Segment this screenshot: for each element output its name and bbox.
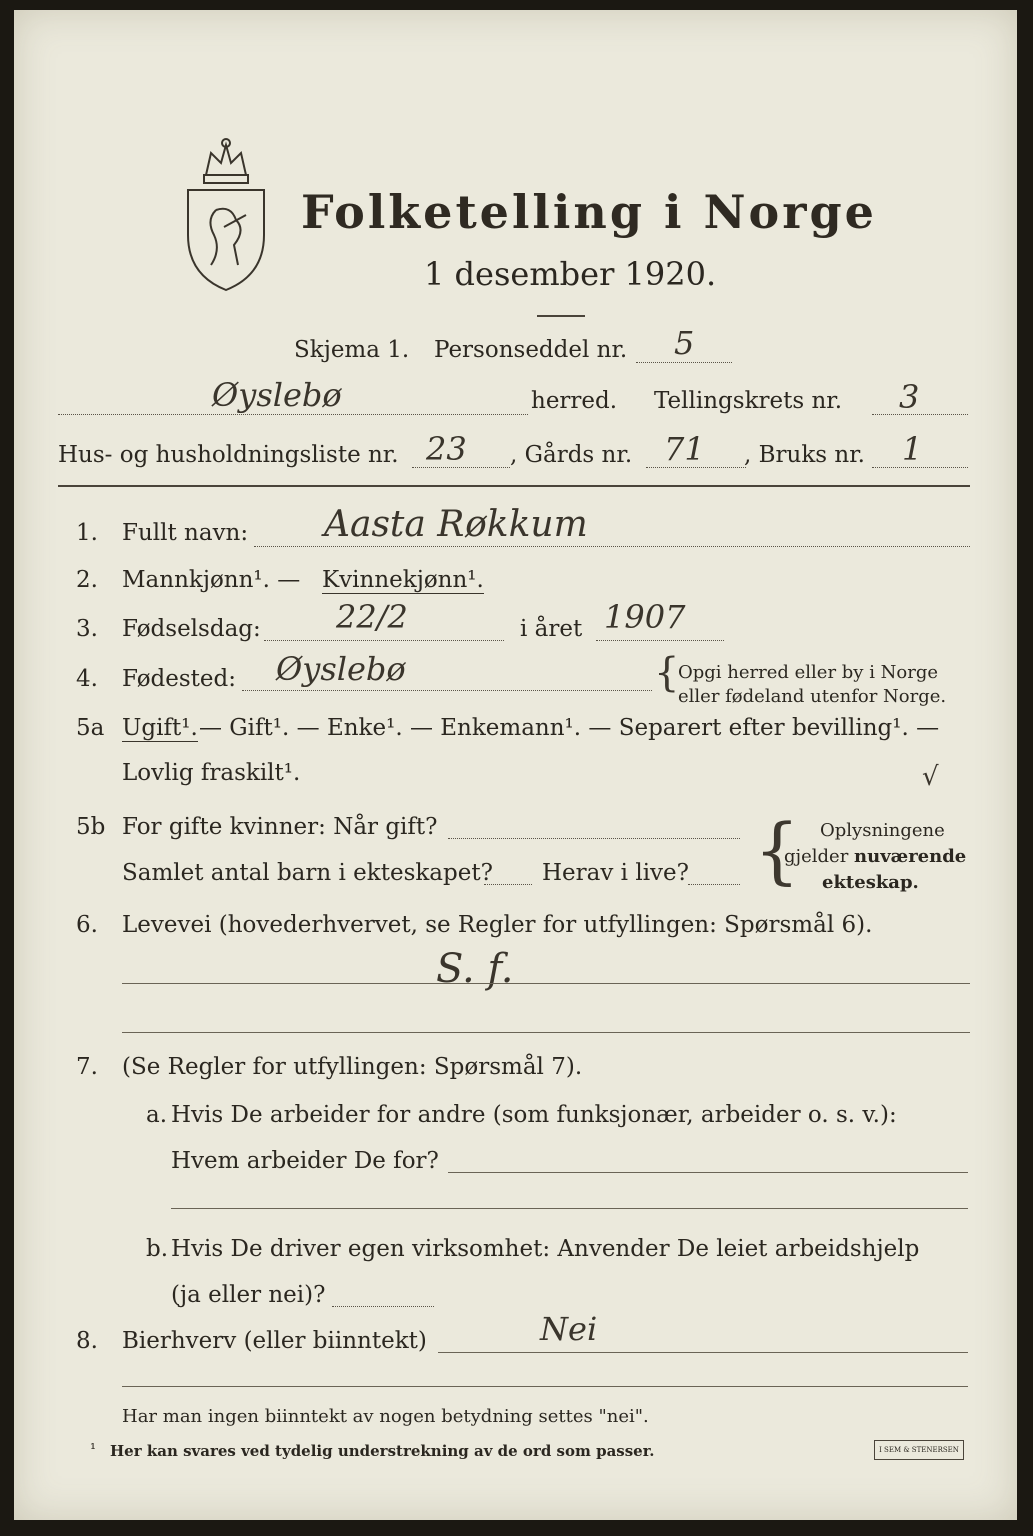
q7b-number: b. [146,1236,169,1262]
personseddel-value[interactable]: 5 [674,324,695,362]
footer-note: Har man ingen biinntekt av nogen betydning settes "nei". [122,1406,649,1427]
occupation-line-1 [122,983,970,984]
coat-of-arms-icon [176,135,276,295]
gards-value[interactable]: 71 [664,430,705,468]
hus-label: Hus- og husholdningsliste nr. [58,442,399,468]
side-income-value[interactable]: Nei [540,1310,598,1348]
year-line [596,640,724,641]
birthday-line [264,640,504,641]
q4-brace: { [654,650,680,696]
q3-label: Fødselsdag: [122,616,261,642]
employer-line-2 [171,1208,968,1209]
q5b-note-line1: Oplysningene [820,820,945,841]
birthplace-value[interactable]: Øyslebø [276,650,406,688]
q4-note-line2: eller fødeland utenfor Norge. [678,686,947,707]
printer-stamp: I SEM & STENERSEN [874,1440,964,1460]
form-title: Folketelling i Norge [301,185,877,239]
birth-year-value[interactable]: 1907 [604,598,686,636]
tellingskrets-label: Tellingskrets nr. [654,388,843,414]
q5b-number: 5b [76,814,106,840]
birthplace-line [242,690,652,691]
herred-line [58,414,528,415]
bruks-label: , Bruks nr. [744,442,865,468]
children-label: Samlet antal barn i ekteskapet? [122,860,493,886]
side-income-line-1 [438,1352,968,1353]
header-divider [58,485,970,487]
check-mark: √ [922,762,939,792]
q8-number: 8. [76,1328,98,1354]
q1-label: Fullt navn: [122,520,249,546]
occupation-value[interactable]: S. f. [436,946,514,992]
q7a-number: a. [146,1102,168,1128]
gards-label: , Gårds nr. [510,442,633,468]
marital-options[interactable]: — Gift¹. — Enke¹. — Enkemann¹. — Separert efter bevilling¹. — [199,715,940,741]
personseddel-label: Personseddel nr. [434,337,628,363]
tellingskrets-line [872,414,968,415]
male-option[interactable]: Mannkjønn¹. — [122,567,301,593]
married-date-line [448,838,740,839]
hus-value[interactable]: 23 [426,430,467,468]
footnote-text: Her kan svares ved tydelig understrekning av de ord som passer. [110,1442,655,1460]
q4-label: Fødested: [122,666,237,692]
hired-help-line [332,1306,434,1307]
title-divider [537,315,585,317]
census-date: 1 desember 1920. [424,255,717,293]
personseddel-line [636,362,732,363]
side-income-line-2 [122,1386,968,1387]
footnote-mark: ¹ [90,1440,97,1458]
birthday-value[interactable]: 22/2 [336,598,408,636]
q7a-label: Hvis De arbeider for andre (som funksjonær, arbeider o. s. v.): [171,1102,897,1128]
q5b-note-line2: gjelder nuværende [784,846,967,867]
q5a-number: 5a [76,715,105,741]
bruks-value[interactable]: 1 [902,430,923,468]
year-label: i året [520,616,583,642]
q7-label: (Se Regler for utfyllingen: Spørsmål 7). [122,1054,583,1080]
q5b-note-line3: ekteskap. [822,872,919,893]
q6-label: Levevei (hovederhvervet, se Regler for utfyllingen: Spørsmål 6). [122,912,873,938]
occupation-line-2 [122,1032,970,1033]
q6-number: 6. [76,912,98,938]
q7-number: 7. [76,1054,98,1080]
alive-label: Herav i live? [542,860,689,886]
q1-number: 1. [76,520,98,546]
female-option[interactable]: Kvinnekjønn¹. [322,567,484,593]
q5b-brace: { [754,808,800,892]
q5b-label: For gifte kvinner: Når gift? [122,814,438,840]
alive-line [688,884,740,885]
q4-note-line1: Opgi herred eller by i Norge [678,662,939,683]
q7a-label2: Hvem arbeider De for? [171,1148,439,1174]
census-form-sheet [14,10,1017,1520]
herred-value[interactable]: Øyslebø [212,376,342,414]
herred-label: herred. [531,388,618,414]
q2-number: 2. [76,567,98,593]
children-line [484,884,532,885]
employer-line-1 [448,1172,968,1173]
q3-number: 3. [76,616,98,642]
skjema-label: Skjema 1. [294,337,410,363]
fraskilt-option[interactable]: Lovlig fraskilt¹. [122,760,301,786]
q1-line [254,546,970,547]
ugift-option[interactable]: Ugift¹. [122,715,198,741]
q4-number: 4. [76,666,98,692]
q7b-label2: (ja eller nei)? [171,1282,326,1308]
full-name-value[interactable]: Aasta Røkkum [324,504,588,545]
tellingskrets-value[interactable]: 3 [899,378,920,416]
q7b-label: Hvis De driver egen virksomhet: Anvender De leiet arbeidshjelp [171,1236,920,1262]
q8-label: Bierhverv (eller biinntekt) [122,1328,427,1354]
